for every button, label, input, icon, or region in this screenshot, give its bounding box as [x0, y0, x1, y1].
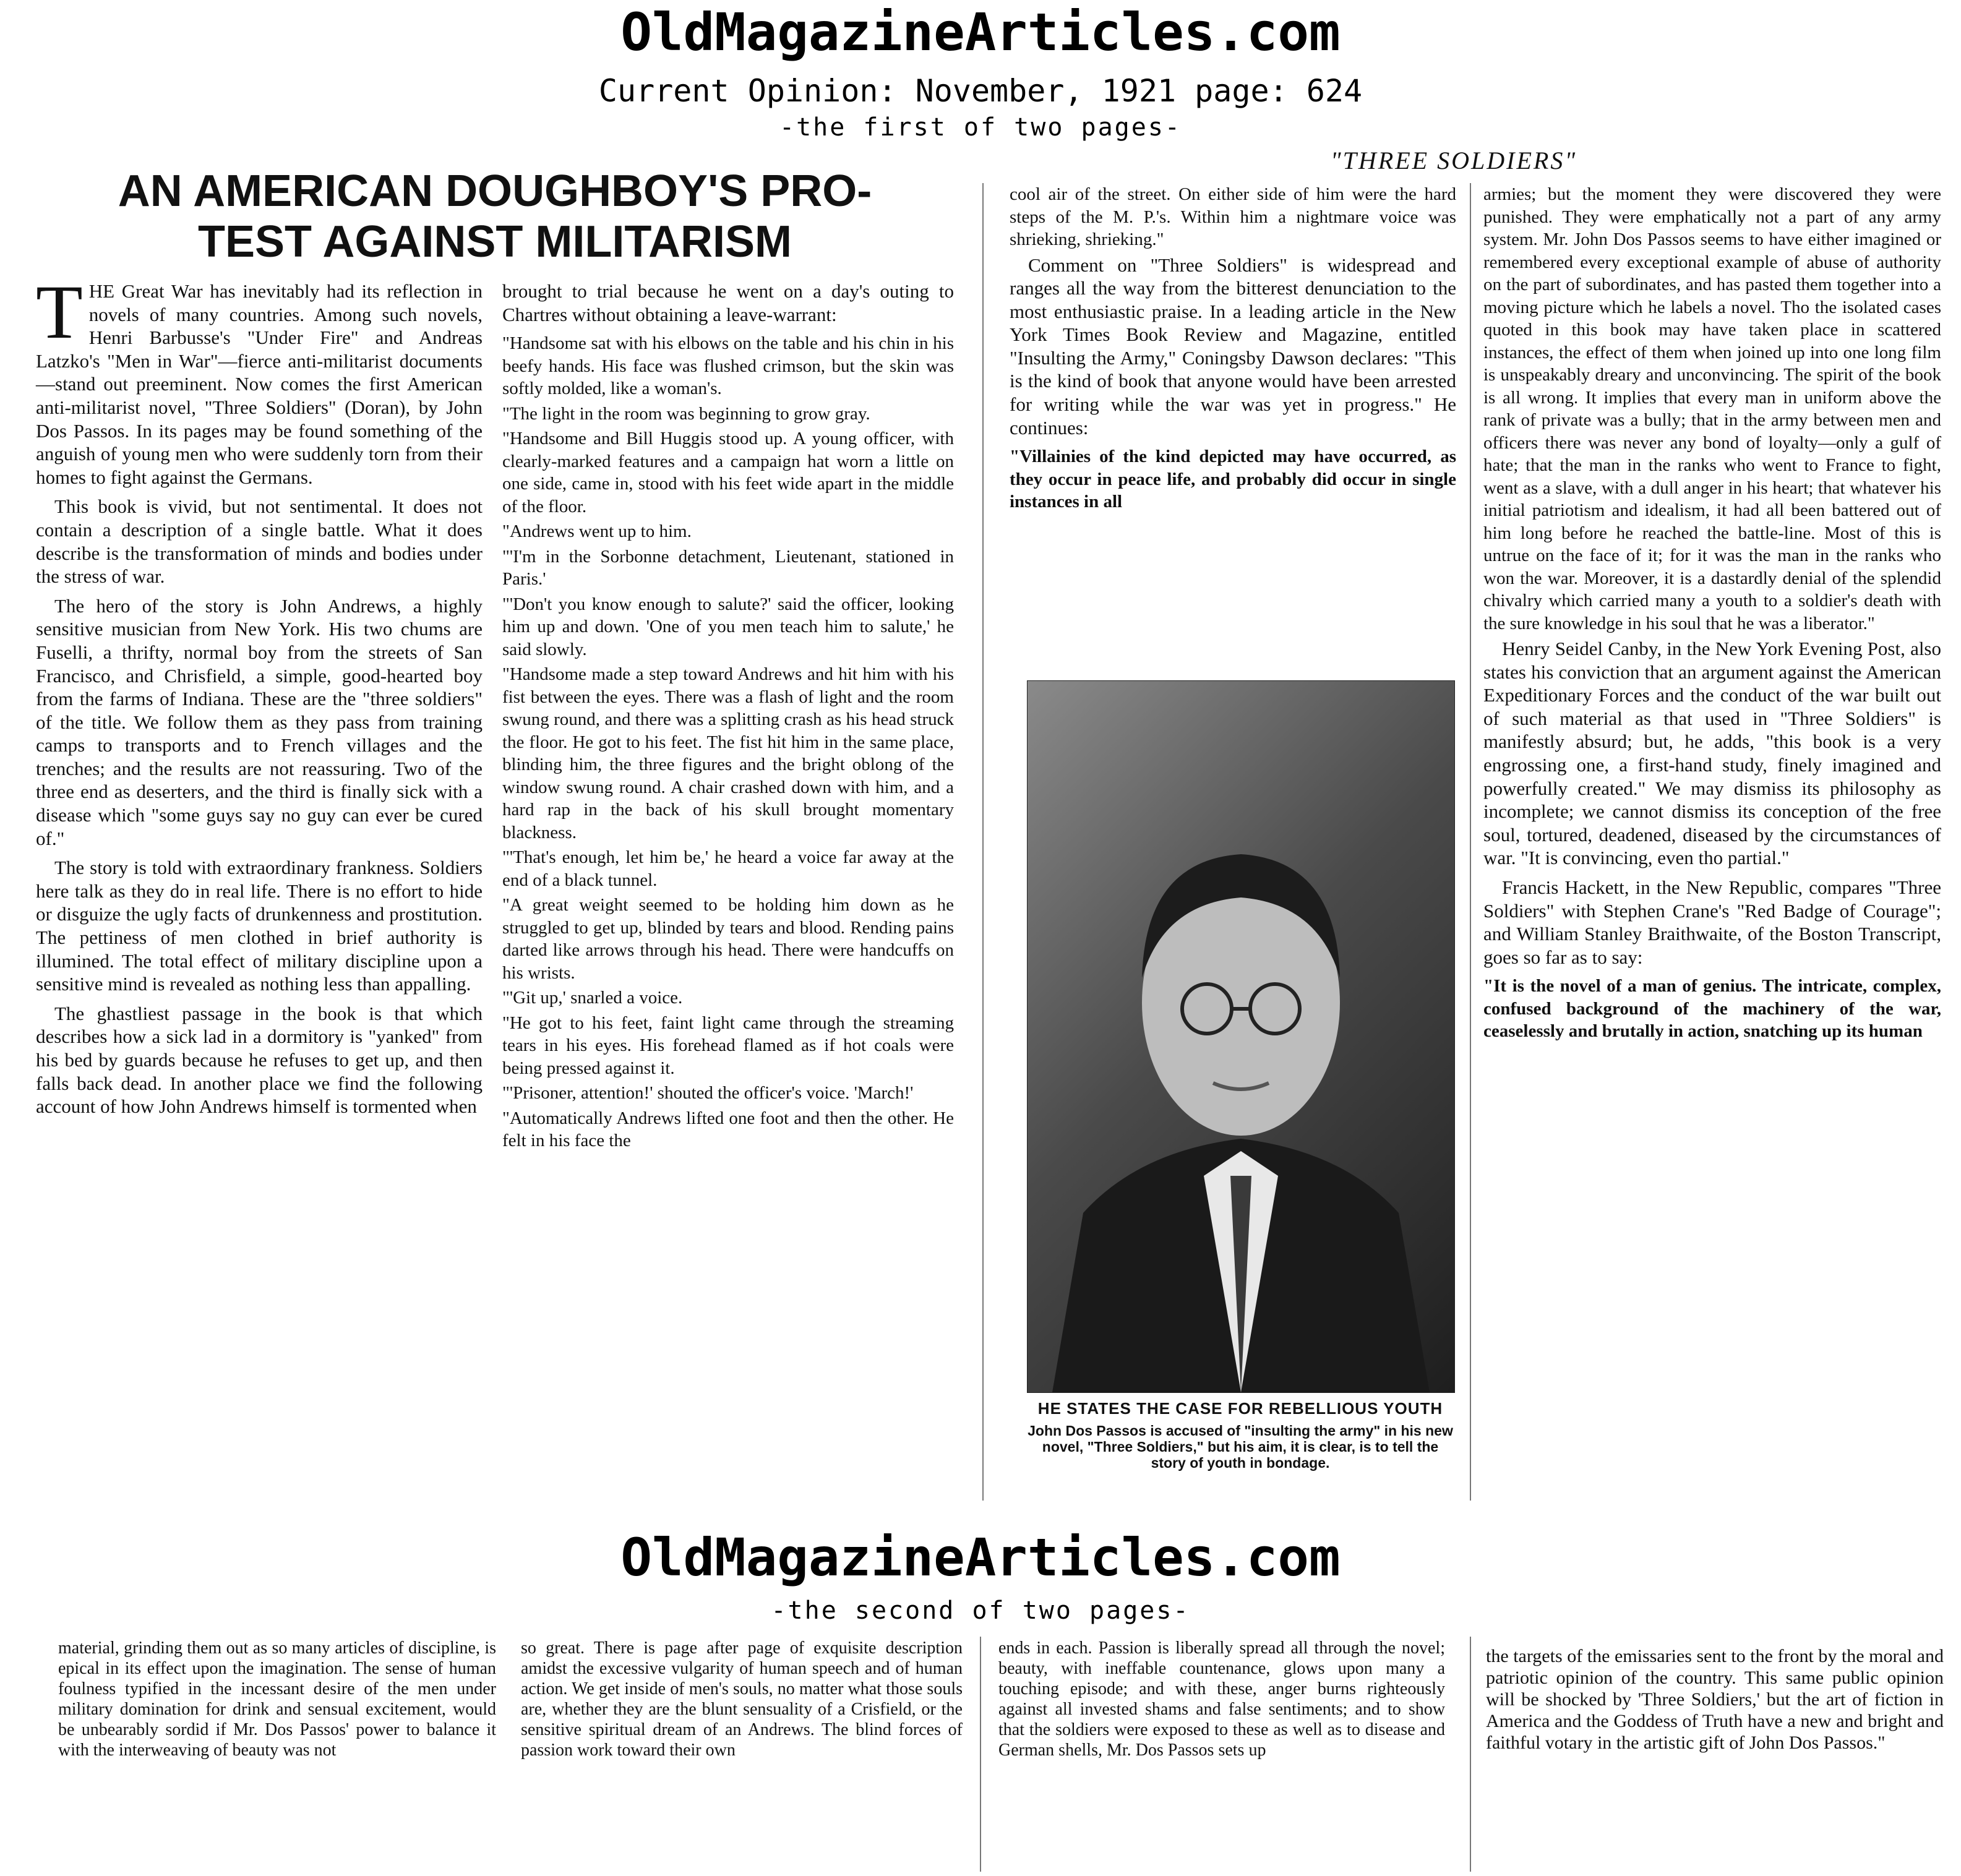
page-note: -the first of two pages-	[779, 113, 1182, 142]
portrait-illustration	[1028, 681, 1454, 1392]
column-divider	[1470, 183, 1471, 1501]
column-divider	[1470, 1637, 1471, 1872]
quote-paragraph: "'Don't you know enough to salute?' said the officer, looking him up and down. 'One of you men teach him to salute,' he said slowly.	[502, 594, 954, 659]
column-divider	[982, 183, 984, 1501]
quote-paragraph: "Automatically Andrews lifted one foot and then the other. He felt in his face the	[502, 1108, 954, 1151]
quote-paragraph: "'Git up,' snarled a voice.	[502, 988, 683, 1008]
quote-paragraph: armies; but the moment they were discovered they were punished. They were emphatically not a part of any army system. Mr. John Dos Passos seems to have either imagined or remembered every exceptional example of abuse of authority on the part of subordinates, and has pasted them together into a moving picture which he labels a novel. Tho the isolated cases quoted in this book may have taken place in scattered instances, the effect of them when joined up into one long film is unspeakably dreary and unconvincing. The spirit of the book is all wrong. It implies that every man in uniform above the rank of private was a bully; that in the army between men and officers there was never any bond of loyalty—only a gulf of hate; that the man in the ranks who went to France to fight, went as a slave, with a dull anger in his heart; that whatever his initial patriotism and idealism, it had all been battered out of him long before he reached the battle-line. Most of this is untrue on the face of it; for it was the man in the ranks who won the war. Moreover, it is a dastardly denial of the splendid chivalry which carried many a youth to a soldier's death with the sure knowledge in his soul that he was a liberator."	[1483, 184, 1941, 633]
article-column-1	[36, 270, 483, 1124]
quote-paragraph: "A great weight seemed to be holding him down as he struggled to get up, blinded by tears and blood. Rending pains darted like arrows through his head. There were handcuffs on his wrists.	[502, 895, 954, 983]
article-paragraph: The ghastliest passage in the book is that which describes how a sick lad in a dormitory is "yanked" from his bed by guards because he refuses to get up, and then falls back dead. In another place we find the following account of how John Andrews himself is tormented when	[36, 1002, 483, 1118]
continuation-column-4	[1486, 1645, 1944, 1760]
site-title: OldMagazineArticles.com	[620, 2, 1341, 62]
headline-line-2: TEST AGAINST MILITARISM	[198, 217, 792, 267]
article-paragraph: brought to trial because he went on a day's outing to Chartres without obtaining a leave-warrant:	[502, 280, 954, 325]
caption-text: John Dos Passos is accused of "insulting the army" in his new novel, "Three Soldiers," but his aim, it is clear, is to tell the story of youth in bondage.	[1028, 1423, 1453, 1471]
caption-title: HE STATES THE CASE FOR REBELLIOUS YOUTH	[1037, 1399, 1443, 1418]
site-title: OldMagazineArticles.com	[620, 1527, 1341, 1588]
quote-paragraph: "Handsome sat with his elbows on the table and his chin in his beefy hands. His face was flushed crimson, but the skin was softly molded, like a woman's.	[502, 333, 954, 399]
article-paragraph: The hero of the story is John Andrews, a highly sensitive musician from New York. His two chums are Fuselli, a thrifty, normal boy from the streets of San Francisco, and Chrisfield, a simple, good-hearted boy from the farms of Indiana. These are the "three soldiers" of the title. We follow them as they pass from training camps to transports and to French villages and the trenches; and the results are not reassuring. Two of the three end as deserters, and the third is finally sick with a disease which "some guys say no guy can ever be cured of."	[36, 594, 483, 849]
article-headline	[49, 166, 940, 267]
drop-cap: T	[36, 270, 83, 354]
author-portrait-photo	[1027, 680, 1455, 1393]
article-paragraph	[36, 270, 483, 489]
article-paragraph: the targets of the emissaries sent to the front by the moral and patriotic opinion of the country. This same public opinion will be shocked by 'Three Soldiers,' but the art of fiction in America and the Goddess of Truth have a new and bright and faithful votary in the artistic gift of John Dos Passos."	[1486, 1646, 1944, 1753]
quote-paragraph: "The light in the room was beginning to grow gray.	[502, 403, 870, 424]
quote-paragraph: "'That's enough, let him be,' he heard a voice far away at the end of a black tunnel.	[502, 847, 954, 890]
article-column-4	[1483, 183, 1941, 1045]
headline-line-1: AN AMERICAN DOUGHBOY'S PRO-	[118, 166, 872, 216]
article-paragraph: Comment on "Three Soldiers" is widespread and ranges all the way from the bitterest denunciation to the most enthusiastic praise. In a leading article in the New York Times Book Review and Magazine, entitled "Insulting the Army," Coningsby Dawson declares: "This is the kind of book that anyone would have been arrested for writing while the war was yet in progress." He continues:	[1010, 254, 1456, 439]
paragraph-text: HE Great War has inevitably had its reflection in novels of many countries. Among such novels, Henri Barbusse's "Under Fire" and Andreas Latzko's "Men in War"—fierce anti-militarist documents—stand out preeminent. Now comes the first American anti-militarist novel, "Three Soldiers" (Doran), by John Dos Passos. In its pages may be found something of the anguish of young men who were suddenly torn from their homes to fight against the Germans.	[36, 280, 483, 488]
article-paragraph: The story is told with extraordinary frankness. Soldiers here talk as they do in real life. There is no effort to hide or disguize the ugly facts of drunkenness and prostitution. The pettiness of men clothed in brief authority is illumined. The total effect of military discipline upon a sensitive mind is revealed as nothing less than appalling.	[36, 857, 483, 995]
quote-paragraph: "He got to his feet, faint light came through the streaming tears in his eyes. His forehead flamed as if hot coals were being pressed against it.	[502, 1013, 954, 1078]
page-note: -the second of two pages-	[771, 1596, 1190, 1625]
quote-paragraph: "Villainies of the kind depicted may have occurred, as they occur in peace life, and probably did occur in single instances in all	[1010, 447, 1456, 512]
article-paragraph: Francis Hackett, in the New Republic, compares "Three Soldiers" with Stephen Crane's "Red Badge of Courage"; and William Stanley Braithwaite, of the Boston Transcript, goes so far as to say:	[1483, 876, 1941, 968]
continuation-column-1	[58, 1638, 496, 1767]
quote-paragraph: "Handsome made a step toward Andrews and hit him with his fist between the eyes. There was a flash of light and the room swung round, and there was a splitting crash as his head struck the floor. He got to his feet. The fist hit him in the same place, blinding him, the three figures and the bright oblong of the window swung round. A chair crashed down with him, and a hard rap in the back of his skull brought momentary blackness.	[502, 664, 954, 842]
quote-paragraph: "Handsome and Bill Huggis stood up. A young officer, with clearly-marked features and a campaign hat worn a little on one side, came in, stood with his feet wide apart in the middle of the floor.	[502, 429, 954, 516]
article-paragraph: This book is vivid, but not sentimental. It does not contain a description of a single battle. What it does describe is the transformation of minds and bodies under the stress of war.	[36, 495, 483, 588]
quote-paragraph: "Andrews went up to him.	[502, 521, 692, 542]
column-divider	[980, 1637, 981, 1872]
running-head: "THREE SOLDIERS"	[1330, 147, 1577, 174]
article-paragraph: material, grinding them out as so many articles of discipline, is epical in its effect upon the imagination. The sense of human foulness typified in the incessant desire of the men under military domination for drink and sensual excitement, would be unbearably sordid if Mr. Dos Passos' power to balance it with the interweaving of beauty was not	[58, 1638, 496, 1760]
quote-paragraph: "'Prisoner, attention!' shouted the officer's voice. 'March!'	[502, 1083, 914, 1103]
article-column-2	[502, 280, 954, 1155]
photo-caption	[1027, 1399, 1454, 1471]
quote-paragraph: "'I'm in the Sorbonne detachment, Lieutenant, stationed in Paris.'	[502, 546, 954, 589]
article-paragraph: Henry Seidel Canby, in the New York Evening Post, also states his conviction that an argument against the American Expeditionary Forces and the conduct of the war built out of such material as that used in "Three Soldiers" is manifestly absurd; but, he adds, "this book is a very engrossing one, a first-hand study, finely imagined and powerfully created." We may dismiss its philosophy as incomplete; we cannot dismiss its conception of the free soul, tortured, deadened, diseased by the circumstances of war. "It is convincing, even tho partial."	[1483, 638, 1941, 869]
quote-paragraph: cool air of the street. On either side of him were the hard steps of the M. P.'s. Within him a nightmare voice was shrieking, shrieking."	[1010, 184, 1456, 249]
quote-paragraph: "It is the novel of a man of genius. The intricate, complex, confused background of the machinery of the war, ceaselessly and brutally in action, snatching up its human	[1483, 976, 1941, 1042]
continuation-column-2	[521, 1638, 963, 1767]
article-column-3	[1010, 183, 1456, 516]
source-line: Current Opinion: November, 1921 page: 624	[598, 73, 1363, 109]
article-paragraph: so great. There is page after page of exquisite description amidst the excessive vulgarity of human speech and of human action. We get inside of men's souls, no matter what those souls are, whether they are the blunt sensuality of a Crisfield, or the sensitive spiritual dream of an Andrews. The blind forces of passion work toward their own	[521, 1638, 963, 1760]
continuation-column-3	[998, 1638, 1445, 1767]
article-paragraph: ends in each. Passion is liberally spread all through the novel; beauty, with ineffable countenance, glows upon many a touching episode; and with these, anger burns righteously against all invested shams and false sentiments; and to show that the soldiers were exposed to these as well as to disease and German shells, Mr. Dos Passos sets up	[998, 1638, 1445, 1760]
